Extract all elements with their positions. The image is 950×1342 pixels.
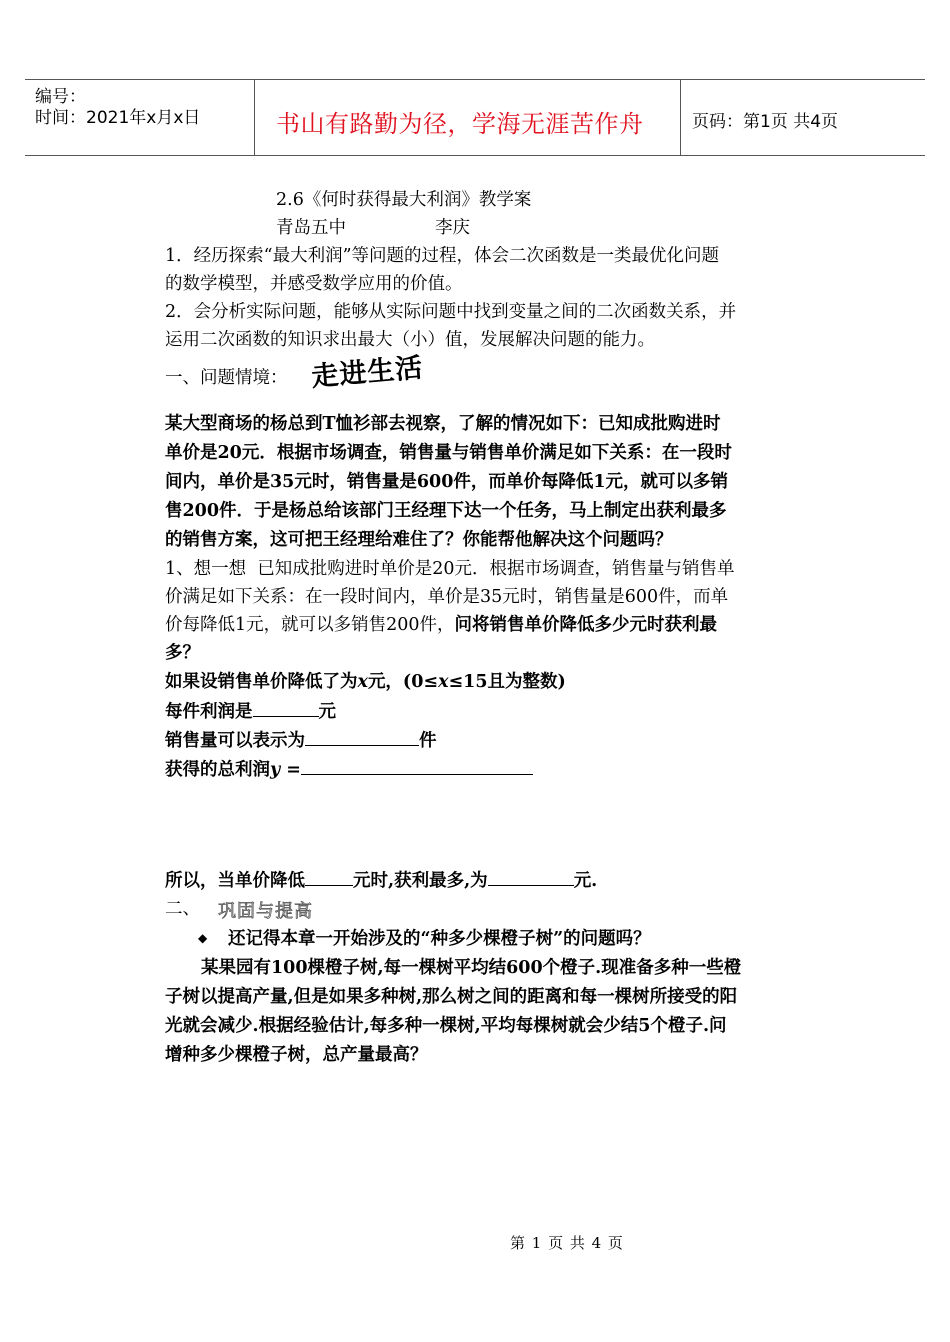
header-divider-left (254, 79, 255, 156)
header-time-label: 时间：2021年x月x日 (35, 108, 201, 128)
conclusion-line: 所以，当单价降低 元时,获利最多,为 元. (165, 866, 597, 895)
orange-problem-line: 某果园有100棵橙子树,每一棵树平均结600个橙子.现准备多种一些橙 (201, 958, 742, 978)
header-motto: 书山有路勤为径，学海无涯苦作舟 (276, 110, 644, 138)
think-line: 价满足如下关系：在一段时间内，单价是35元时，销售量是600件，而单 (165, 587, 729, 607)
sales-volume-line: 销售量可以表示为 件 (165, 726, 437, 755)
section2-wordart: 巩固与提高 (218, 901, 313, 922)
bullet-question: 还记得本章一开始涉及的“种多少棵橙子树”的问题吗？ (228, 929, 651, 949)
profit-each-blank[interactable] (253, 697, 319, 717)
section1-wordart: 走进生活 (310, 352, 425, 394)
think-line-3-normal: 价每降低1元，就可以多销售200件， (165, 615, 455, 635)
objective-line: 2．会分析实际问题，能够从实际问题中找到变量之间的二次函数关系，并 (165, 302, 737, 322)
objective-line: 的数学模型，并感受数学应用的价值。 (165, 274, 463, 294)
header-top-rule (25, 79, 925, 80)
header-number-label: 编号： (35, 87, 86, 107)
total-profit-blank[interactable] (301, 755, 533, 775)
header-bottom-rule (25, 155, 925, 156)
header-page-info: 页码：第1页 共4页 (692, 112, 839, 132)
orange-problem-line: 子树以提高产量,但是如果多种树,那么树之间的距离和每一棵树所接受的阳 (165, 987, 738, 1007)
document-title: 2.6《何时获得最大利润》教学案 (276, 190, 532, 210)
think-line: 1、想一想 已知成批购进时单价是20元．根据市场调查，销售量与销售单 (165, 559, 735, 579)
scenario-line: 某大型商场的杨总到T恤衫部去视察，了解的情况如下：已知成批购进时 (165, 414, 721, 434)
think-line: 多？ (165, 643, 200, 663)
think-line-3-bold: 问将销售单价降低多少元时获利最 (454, 615, 718, 635)
scenario-line: 售200件．于是杨总给该部门王经理下达一个任务，马上制定出获利最多 (165, 501, 727, 521)
orange-problem-line: 光就会减少.根据经验估计,每多种一棵树,平均每棵树就会少结5个橙子.问 (165, 1016, 727, 1036)
conclusion-blank-2[interactable] (488, 866, 574, 886)
var-y: y (270, 760, 281, 780)
total-profit-line: 获得的总利润y = (165, 755, 533, 784)
page-footer: 第 1 页 共 4 页 (510, 1234, 624, 1252)
bullet-diamond-icon: ◆ (198, 931, 208, 945)
objective-line: 运用二次函数的知识求出最大（小）值，发展解决问题的能力。 (165, 330, 655, 350)
var-x: x (438, 672, 449, 692)
scenario-line: 单价是20元．根据市场调查，销售量与销售单价满足如下关系：在一段时 (165, 443, 732, 463)
author-line: 青岛五中 李庆 (276, 218, 471, 238)
scenario-line: 间内，单价是35元时，销售量是600件，而单价每降低1元，就可以多销 (165, 472, 729, 492)
orange-problem-line: 增种多少棵橙子树，总产量最高？ (165, 1045, 428, 1065)
sales-volume-blank[interactable] (305, 726, 419, 746)
scenario-line: 的销售方案，这可把王经理给难住了？你能帮他解决这个问题吗？ (165, 530, 673, 550)
conclusion-blank-1[interactable] (305, 866, 353, 886)
assume-line: 如果设销售单价降低了为x元，(0≤x≤15且为整数) (165, 672, 566, 692)
section2-heading: 二、 (165, 899, 200, 919)
section1-heading: 一、问题情境： (165, 368, 288, 388)
objective-line: 1．经历探索“最大利润”等问题的过程，体会二次函数是一类最优化问题 (165, 246, 720, 266)
profit-each-line: 每件利润是 元 (165, 697, 336, 726)
header-divider-right (680, 79, 681, 156)
var-x: x (357, 672, 368, 692)
think-line-3 (165, 611, 717, 639)
